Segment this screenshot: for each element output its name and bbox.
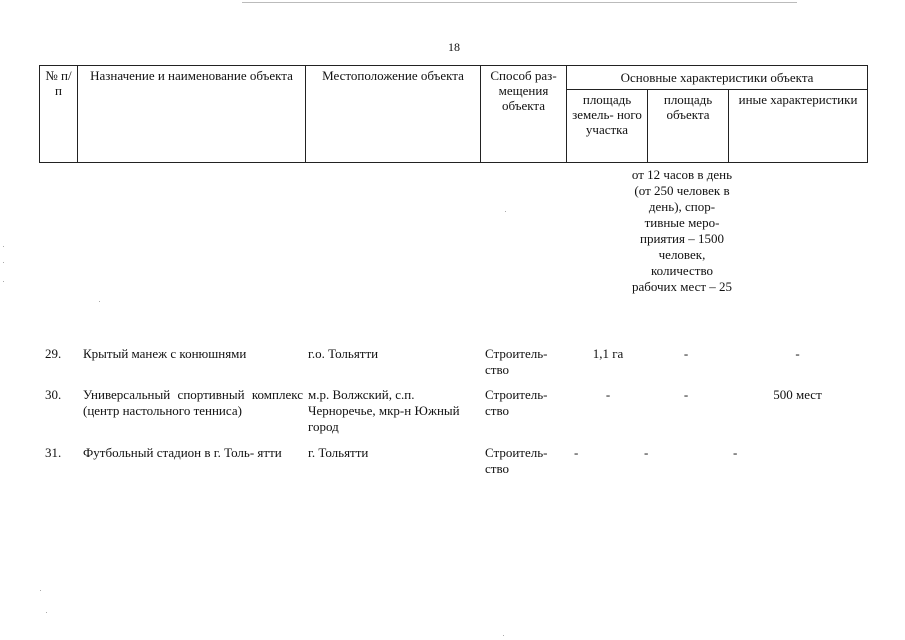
- table-header: [39, 65, 868, 163]
- row-31-name: Футбольный стадион в г. Толь- ятти: [83, 445, 282, 460]
- header-other: иные характеристики: [729, 90, 868, 163]
- row-30-name: Универсальный спортивный комплекс (центр настольного тенниса): [83, 387, 303, 418]
- row-31-location: г. Тольятти: [308, 445, 369, 460]
- header-name: Назначение и наименование объекта: [78, 66, 306, 163]
- row-30-area: -: [683, 387, 689, 402]
- header-location: Местоположение объекта: [306, 66, 481, 163]
- scan-speck: [505, 211, 506, 212]
- row-29-other: -: [795, 346, 800, 361]
- scan-speck: [46, 612, 47, 613]
- row-29-land: 1,1 га: [592, 346, 624, 361]
- row-31-area: -: [644, 445, 649, 460]
- scan-speck: [503, 635, 504, 636]
- header-method: Способ раз- мещения объекта: [481, 66, 567, 163]
- row-31-other: -: [733, 445, 738, 460]
- scan-speck: [40, 590, 41, 591]
- row-30-other: 500 мест: [773, 387, 822, 402]
- row-29-area: -: [683, 346, 689, 361]
- header-object-area: площадь объекта: [648, 90, 729, 163]
- row-30-method: Строитель- ство: [485, 387, 548, 418]
- row-30-location: м.р. Волжский, с.п. Черноречье, мкр-н Южный город: [308, 387, 460, 434]
- row-29-name: Крытый манеж с конюшнями: [83, 346, 247, 361]
- scan-speck: [3, 262, 4, 263]
- scan-speck: [3, 246, 4, 247]
- scan-speck: [3, 281, 4, 282]
- row-31-number: 31.: [45, 445, 62, 460]
- row-30-number: 30.: [45, 387, 62, 402]
- page-number: 18: [448, 40, 460, 54]
- row-29-method: Строитель- ство: [485, 346, 548, 377]
- header-characteristics: Основные характеристики объекта: [567, 66, 868, 90]
- scan-speck: [99, 301, 100, 302]
- row-31-method: Строитель- ство: [485, 445, 548, 476]
- row-29-number: 29.: [45, 346, 62, 361]
- row-31-land: -: [574, 445, 579, 460]
- continuation-other: от 12 часов в день (от 250 человек в день), спор- тивные меро- приятия – 1500 человек, количество рабочих мест – 25: [631, 167, 733, 294]
- row-30-land: -: [605, 387, 611, 402]
- top-rule: [242, 2, 797, 3]
- header-land-area: площадь земель- ного участка: [567, 90, 648, 163]
- header-number: № п/п: [40, 66, 78, 163]
- row-29-location: г.о. Тольятти: [308, 346, 379, 361]
